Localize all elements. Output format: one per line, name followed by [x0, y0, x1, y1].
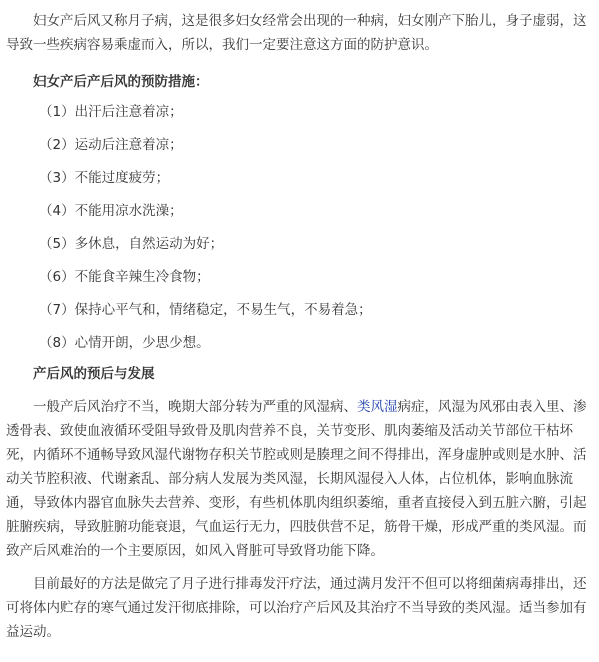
list-item: （2）运动后注意着凉； [39, 137, 183, 153]
list-item: （4）不能用凉水洗澡； [39, 203, 183, 219]
prognosis-heading: 产后风的预后与发展 [33, 366, 155, 382]
rheumatoid-link[interactable]: 类风湿 [357, 399, 398, 415]
list-item: （5）多休息，自然运动为好； [39, 236, 224, 252]
list-item: （3）不能过度疲劳； [39, 170, 170, 186]
prognosis-paragraph-1 [6, 395, 591, 563]
prognosis-paragraph-2: 目前最好的方法是做完了月子进行排毒发汗疗法，通过满月发汗不但可以将细菌病毒排出，还可将体内贮存的寒气通过发汗彻底排除，可以治疗产后风及其治疗不当导致的类风湿。适当参加有益运动。 [6, 576, 587, 640]
intro-paragraph: 妇女产后风又称月子病，这是很多妇女经常会出现的一种病，妇女刚产下胎儿，身子虚弱，这导致一些疾病容易乘虚而入，所以，我们一定要注意这方面的防护意识。 [6, 13, 587, 53]
list-item: （1）出汗后注意着凉； [39, 104, 183, 120]
list-item: （7）保持心平气和，情绪稳定，不易生气，不易着急； [39, 302, 372, 318]
list-item: （6）不能食辛辣生冷食物； [39, 269, 210, 285]
prognosis-text-start: 一般产后风治疗不当，晚期大部分转为严重的风湿病、 [33, 399, 357, 415]
prevention-list [6, 100, 591, 355]
prognosis-text-rest: 病症，风湿为风邪由表入里、渗透骨表、致使血液循环受阻导致骨及肌肉营养不良，关节变形、肌肉萎缩及活动关节部位干枯坏死，内循环不通畅导致风湿代谢物存积关节腔或则是腠理之间不得排出，浑身虚肿或则是水肿、活动关节腔积液、代谢紊乱、部分病人发展为类风湿，长期风湿侵入人体，占位机体，影响血脉流通，导致体内器官血脉失去营养、变形，有些机体肌肉组织萎缩，重者直接侵入到五脏六腑，引起脏腑疾病，导致脏腑功能衰退，气血运行无力，四肢供营不足，筋骨干燥，形成严重的类风湿。而致产后风难治的一个主要原因，如风入肾脏可导致肾功能下降。 [6, 399, 587, 559]
prevention-heading: 妇女产后产后风的预防措施： [33, 74, 209, 90]
list-item: （8）心情开朗，少思少想。 [39, 335, 210, 351]
